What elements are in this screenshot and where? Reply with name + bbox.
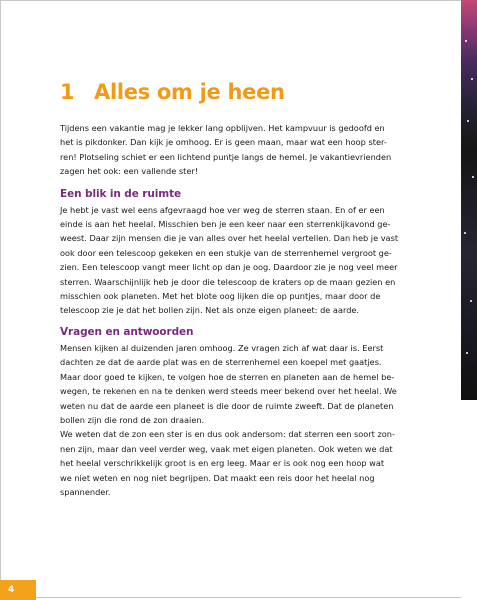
text-line: wegen, te rekenen en na te denken werd steeds meer bekend over het heelal. We <box>60 386 397 397</box>
star-dot <box>470 300 472 302</box>
text-line: misschien ook planeten. Met het blote oog lijken die op puntjes, maar door de <box>60 291 381 302</box>
section-heading: Een blik in de ruimte <box>60 187 182 200</box>
text-line: weten nu dat de aarde een planeet is die door de ruimte zweeft. Dat de planeten <box>60 400 394 411</box>
text-line: zagen het ook: een vallende ster! <box>60 166 199 177</box>
space-photo-strip <box>461 0 477 600</box>
text-line: Je hebt je vast wel eens afgevraagd hoe ver weg de sterren staan. En of er een <box>60 204 385 215</box>
text-line: spannender. <box>60 486 111 497</box>
text-line: nen zijn, maar dan veel verder weg, vaak met eigen planeten. Ook weten we dat <box>60 443 393 454</box>
text-line: dachten ze dat de aarde plat was en de sterrenhemel een koepel met gaatjes. <box>60 357 382 368</box>
chapter-body <box>60 121 452 499</box>
text-line: ren! Plotseling schiet er een lichtend puntje langs de hemel. Je vakantievrienden <box>60 151 392 162</box>
section-heading: Vragen en antwoorden <box>60 325 194 338</box>
star-dot <box>466 352 468 354</box>
nebula-glow <box>461 0 477 150</box>
star-dot <box>471 78 473 80</box>
section-paragraph <box>60 341 452 499</box>
text-line: zien. Een telescoop vangt meer licht op dan je oog. Daardoor zie je nog veel meer <box>60 262 398 273</box>
text-line: het is pikdonker. Dan kijk je omhoog. Er is geen maan, maar wat een hoop ster- <box>60 137 387 148</box>
text-line: we niet weten en nog niet begrijpen. Dat maakt een reis door het heelal nog <box>60 472 375 483</box>
star-dot <box>464 232 466 234</box>
page-number-tab: 4 <box>0 580 36 600</box>
text-line: weest. Daar zijn mensen die je van alles over het heelal vertellen. Dan heb je vast <box>60 233 399 244</box>
text-line: We weten dat de zon een ster is en dus ook andersom: dat sterren een soort zon- <box>60 429 395 440</box>
text-line: telescoop zie je dat het bollen zijn. Net als onze eigen planeet: de aarde. <box>60 305 360 316</box>
chapter-title-text: Alles om je heen <box>94 80 285 104</box>
star-dot <box>467 120 469 122</box>
section-paragraph <box>60 203 452 318</box>
text-line: Mensen kijken al duizenden jaren omhoog. Ze vragen zich af wat daar is. Eerst <box>60 342 384 353</box>
text-line: het heelal verschrikkelijk groot is en erg leeg. Maar er is ook nog een hoop wat <box>60 458 385 469</box>
text-line: ook door een telescoop gekeken en een stukje van de sterrenhemel vergroot ge- <box>60 247 392 258</box>
text-line: einde is aan het heelal. Misschien ben je een keer naar een sterrenkijkavond ge- <box>60 219 391 230</box>
text-line: Maar door goed te kijken, te volgen hoe de sterren en planeten aan de hemel be- <box>60 371 395 382</box>
chapter-title <box>60 80 285 104</box>
star-dot <box>465 40 467 42</box>
text-line: bollen zijn die rond de zon draaien. <box>60 414 205 425</box>
space-gradient <box>461 150 477 400</box>
text-line: sterren. Waarschijnlijk heb je door die telescoop de kraters op de maan gezien en <box>60 276 396 287</box>
strip-bottom-blank <box>461 400 477 600</box>
star-dot <box>472 176 474 178</box>
intro-paragraph <box>60 121 452 179</box>
text-line: Tijdens een vakantie mag je lekker lang opblijven. Het kampvuur is gedoofd en <box>60 123 385 133</box>
chapter-number: 1 <box>60 80 75 104</box>
